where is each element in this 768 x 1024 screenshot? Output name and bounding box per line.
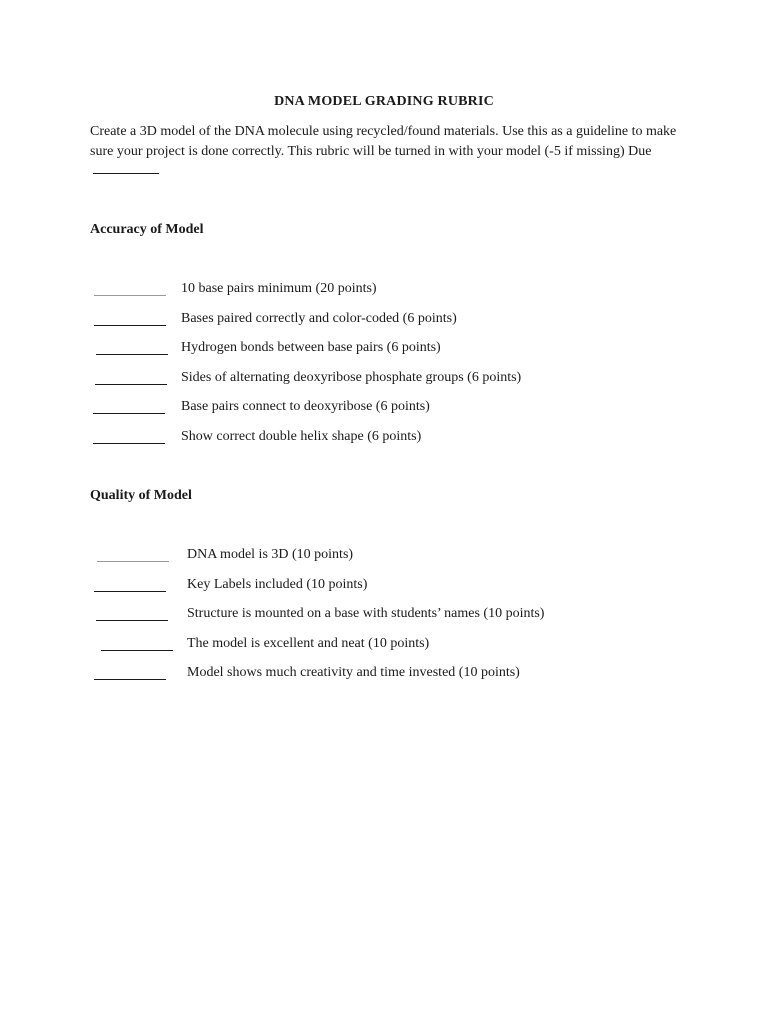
score-blank[interactable] — [94, 579, 166, 592]
score-blank[interactable] — [93, 401, 165, 414]
due-date-blank[interactable] — [93, 161, 159, 174]
criterion-label: Structure is mounted on a base with students’ names (10 points) — [187, 606, 545, 621]
score-blank[interactable] — [96, 608, 168, 621]
quality-heading: Quality of Model — [90, 488, 192, 503]
criterion-label: 10 base pairs minimum (20 points) — [181, 281, 377, 296]
criterion-label: Show correct double helix shape (6 points) — [181, 428, 422, 444]
score-blank[interactable] — [96, 342, 168, 355]
score-blank[interactable] — [101, 638, 173, 651]
document-title: DNA MODEL GRADING RUBRIC — [274, 94, 494, 109]
score-blank[interactable] — [97, 549, 169, 562]
score-blank[interactable] — [94, 313, 166, 326]
criterion-label: Bases paired correctly and color-coded (6 points) — [181, 310, 457, 326]
criterion-label: Base pairs connect to deoxyribose (6 points) — [181, 399, 430, 414]
criterion-label: Model shows much creativity and time invested (10 points) — [187, 665, 520, 680]
score-blank[interactable] — [94, 667, 166, 680]
accuracy-heading: Accuracy of Model — [90, 222, 204, 237]
score-blank[interactable] — [94, 283, 166, 296]
criterion-label: Key Labels included (10 points) — [187, 576, 368, 592]
score-blank[interactable] — [95, 372, 167, 385]
criterion-label: DNA model is 3D (10 points) — [187, 547, 354, 562]
criterion-label: Sides of alternating deoxyribose phosphate groups (6 points) — [181, 369, 522, 385]
intro-paragraph — [90, 122, 680, 181]
criterion-label: The model is excellent and neat (10 points) — [187, 635, 430, 651]
score-blank[interactable] — [93, 431, 165, 444]
criterion-label: Hydrogen bonds between base pairs (6 points) — [181, 340, 441, 355]
intro-text: Create a 3D model of the DNA molecule using recycled/found materials. Use this as a guideline to make sure your project is done correctly. This rubric will be turned in with your model (-5 if missing) Due — [90, 124, 677, 159]
